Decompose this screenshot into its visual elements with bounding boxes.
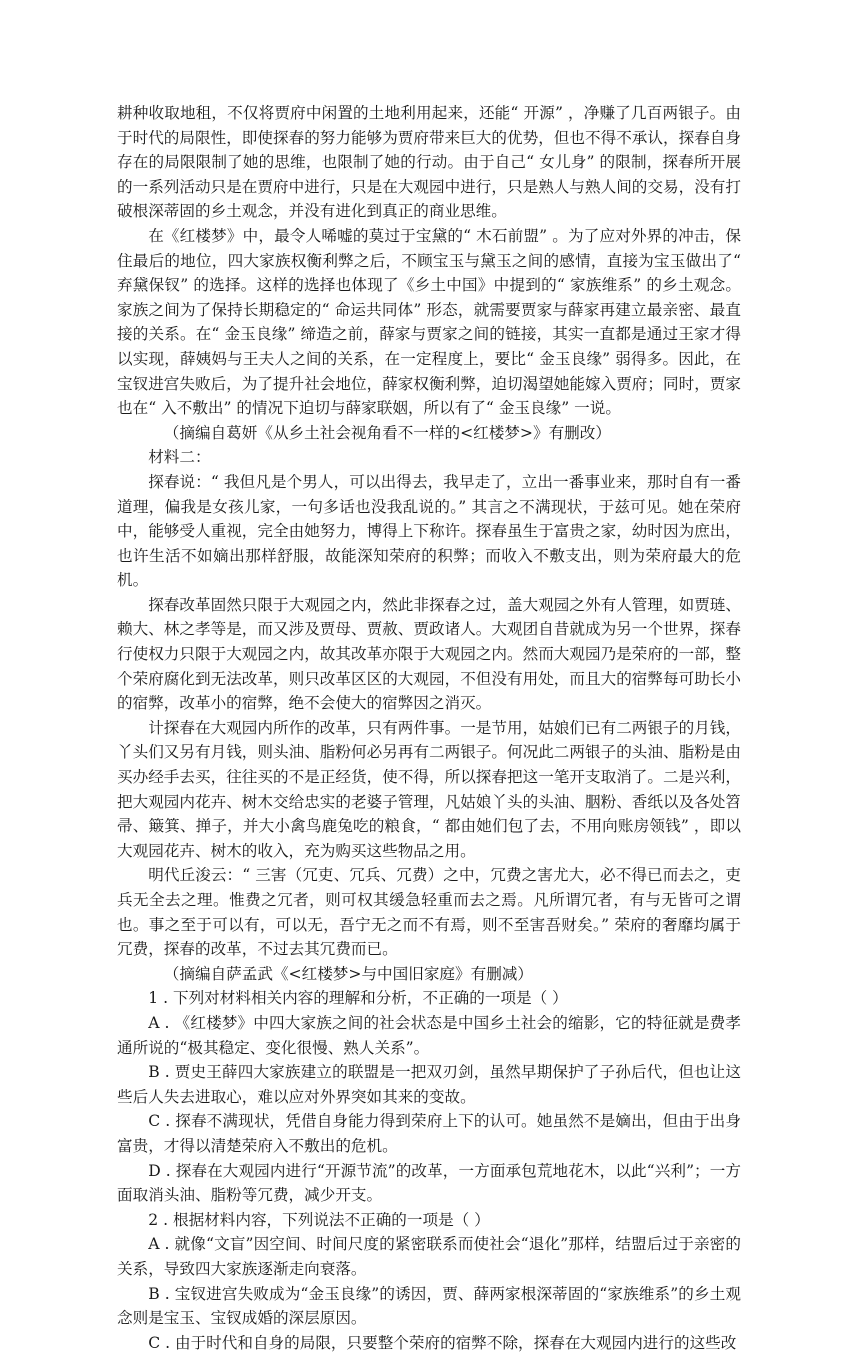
question-2-option-b: B . 宝钗进宫失败成为“金玉良缘”的诱因，贾、薛两家根深蒂固的“家族维系”的乡土观念则是宝玉、宝钗成婚的深层原因。 (117, 1284, 741, 1328)
paragraph-continuation: 耕种收取地租，不仅将贾府中闲置的土地利用起来，还能“ 开源” ，净赚了几百两银子。由于时代的局限性，即使探春的努力能够为贾府带来巨大的优势，但也不得不承认，探春自身存在的局限限制了她的思维，也限制了她的行动。由于自己“ 女儿身” 的限制，探春所开展的一系列活动只是在贾府中进行，只是在大观园中进行，只是熟人与熟人间的交易，没有打破根深蒂固的乡土观念，并没有进化到真正的商业思维。 (117, 104, 741, 221)
question-2-option-c: C . 由于时代和自身的局限，只要整个荣府的宿弊不除，探春在大观园内进行的这些改 (148, 1333, 737, 1352)
question-1-option-b: B . 贾史王薛四大家族建立的联盟是一把双刃剑，虽然早期保护了子孙后代，但也让这些后人失去进取心，难以应对外界突如其来的变故。 (117, 1063, 741, 1106)
material-two-heading: 材料二： (148, 448, 211, 467)
paragraph-tanchun-said: 探春说：“ 我但凡是个男人，可以出得去，我早走了，立出一番事业来，那时自有一番道理，偏我是女孩儿家，一句多话也没我乱说的。” 其言之不满现状，于兹可见。她在荣府中，能够受人重视，完全由她努力，博得上下称许。探春虽生于富贵之家，幼时因为庶出，也许生活不如嫡出那样舒服，故能深知荣府的积弊；而收入不敷支出，则为荣府最大的危机。 (117, 472, 741, 590)
question-1: 1 . 下列对材料相关内容的理解和分析，不正确的一项是（ ） (148, 989, 568, 1008)
paragraph-reform-scope: 探春改革固然只限于大观园之内，然此非探春之过，盖大观园之外有人管理，如贾琏、赖大、林之孝等是，而又涉及贾母、贾赦、贾政诸人。大观团自昔就成为另一个世界，探春行使权力只限于大观园之内，故其改革亦限于大观园之内。然而大观园乃是荣府的一部，整个荣府腐化到无法改革，则只改革区区的大观园，不但没有用处，而且大的宿弊每可助长小的宿弊，改革小的宿弊，绝不会使大的宿弊因之消灭。 (117, 595, 741, 713)
document-page (117, 101, 741, 1355)
question-2-option-a: A . 就像“文盲”因空间、时间尺度的紧密联系而使社会“退化”那样，结盟后过于亲密的关系，导致四大家族逐渐走向衰落。 (117, 1235, 741, 1278)
question-1-option-d: D . 探春在大观园内进行“开源节流”的改革，一方面承包荒地花木，以此“兴利”；一方面取消头油、脂粉等冗费，减少开支。 (117, 1161, 741, 1205)
paragraph-qiu-jun-quote: 明代丘浚云：“ 三害（冗吏、冗兵、冗费）之中，冗费之害尤大，必不得已而去之，吏兵无全去之理。惟费之冗者，则可权其缓急轻重而去之焉。凡所谓冗者，有与无皆可之谓也。事之至于可以有，可以无，吾宁无之而不有焉，则不至害吾财矣。” 荣府的奢靡均属于冗费，探春的改革，不过去其冗费而已。 (117, 866, 741, 959)
source-citation-1: （摘编自葛妍《从乡土社会视角看不一样的<红楼梦>》有删改） (163, 423, 611, 442)
paragraph-reform-two-things: 计探春在大观园内所作的改革，只有两件事。一是节用，姑娘们已有二两银子的月钱，丫头们又另有月钱，则头油、脂粉何必另再有二两银子。何况此二两银子的头油、脂粉是由买办经手去买，往往买的不是正经货，使不得，所以探春把这一笔开支取消了。二是兴利，把大观园内花卉、树木交给忠实的老婆子管理，凡姑娘丫头的头油、胭粉、香纸以及各处笤帚、簸箕、掸子，并大小禽鸟鹿兔吃的粮食，“ 都由她们包了去，不用向账房领钱” ，即以大观园花卉、树木的收入，充为购买这些物品之用。 (117, 718, 741, 860)
paragraph-mumu-qianmeng: 在《红楼梦》中，最令人唏嘘的莫过于宝黛的“ 木石前盟” 。为了应对外界的冲击，保住最后的地位，四大家族权衡利弊之后，不顾宝玉与黛玉之间的感情，直接为宝玉做出了“ 弃黛保钗” 的选择。这样的选择也体现了《乡土中国》中提到的“ 家族维系” 的乡土观念。家族之间为了保持长期稳定的“ 命运共同体” 形态，就需要贾家与薛家再建立最亲密、最直接的关系。在“ 金玉良缘” 缔造之前，薛家与贾家之间的链接，其实一直都是通过王家才得以实现，薛姨妈与王夫人之间的关系，在一定程度上，要比“ 金玉良缘” 弱得多。因此，在宝钗进宫失败后，为了提升社会地位，薛家权衡利弊，迫切渴望她能嫁入贾府；同时，贾家也在“ 入不敷出” 的情况下迫切与薛家联姻，所以有了“ 金玉良缘” 一说。 (117, 226, 741, 418)
question-2: 2 . 根据材料内容，下列说法不正确的一项是（ ） (148, 1210, 490, 1229)
question-1-option-c: C . 探春不满现状，凭借自身能力得到荣府上下的认可。她虽然不是嫡出，但由于出身富贵，才得以清楚荣府入不敷出的危机。 (117, 1112, 741, 1155)
question-1-option-a: A . 《红楼梦》中四大家族之间的社会状态是中国乡土社会的缩影，它的特征就是费孝通所说的“极其稳定、变化很慢、熟人关系”。 (117, 1013, 741, 1057)
source-citation-2: （摘编自萨孟武《<红楼梦>与中国旧家庭》有删减） (163, 964, 533, 983)
